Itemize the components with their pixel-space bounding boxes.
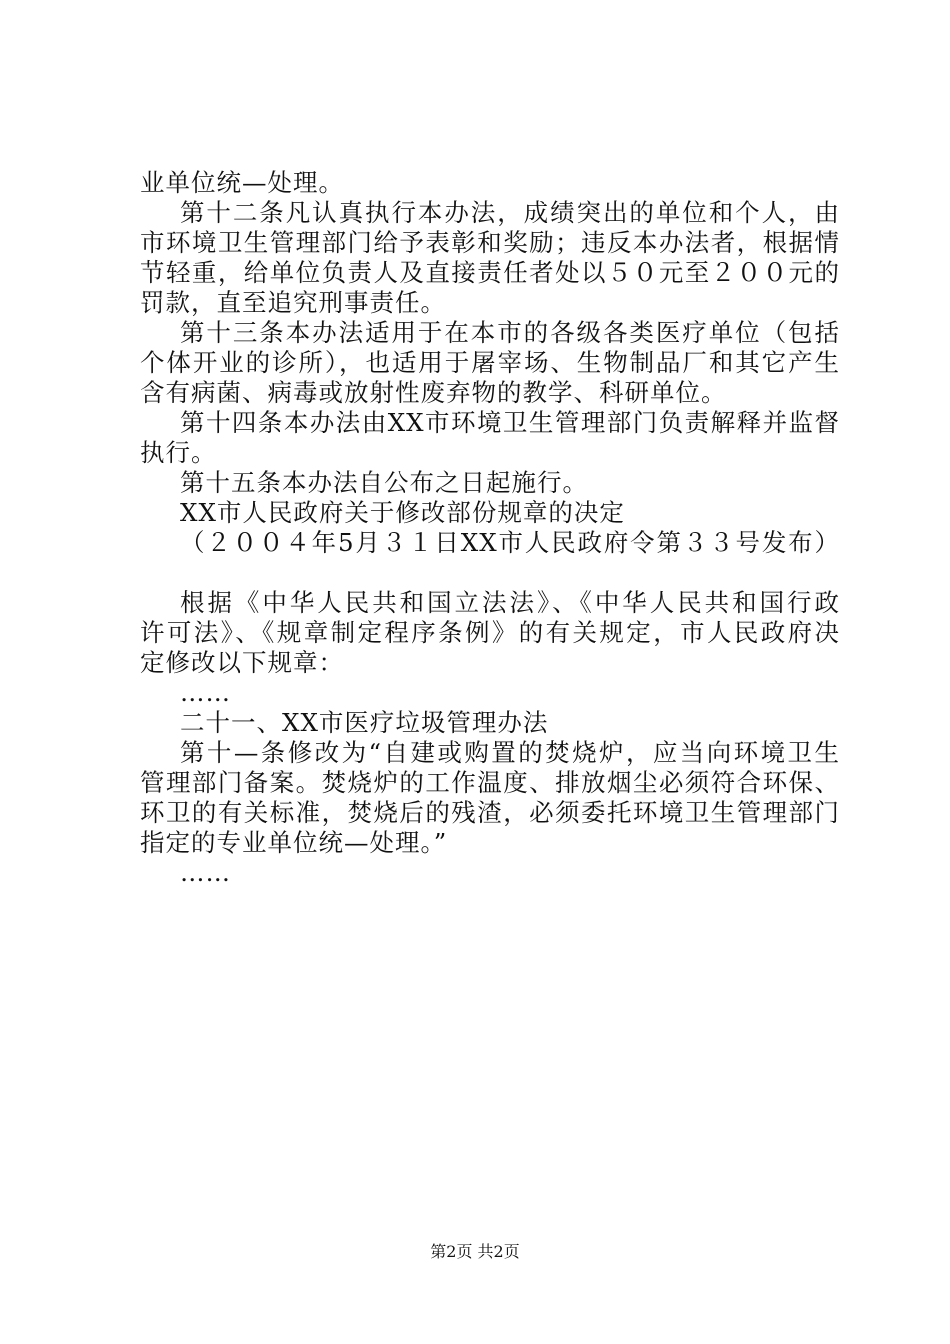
text-line: 定修改以下规章： [140,648,344,677]
text-line: …… [180,858,231,887]
text-line: 许可法》、《规章制定程序条例》的有关规定，市人民政府决 [140,618,840,647]
text-line: 管理部门备案。焚烧炉的工作温度、排放烟尘必须符合环保、 [140,768,840,797]
text-line: 环卫的有关标准，焚烧后的残渣，必须委托环境卫生管理部门 [140,798,840,827]
document-body [140,168,840,888]
text-line: 根据《中华人民共和国立法法》、《中华人民共和国行政 [180,588,840,617]
page-footer: 第2页 共2页 [430,1242,520,1261]
text-line: 执行。 [140,438,217,467]
text-line: 第十二条凡认真执行本办法，成绩突出的单位和个人，由 [180,198,840,227]
text-line: XX市人民政府关于修改部份规章的决定 [180,498,625,527]
text-line: 市环境卫生管理部门给予表彰和奖励；违反本办法者，根据情 [140,228,840,257]
text-line: 节轻重，给单位负责人及直接责任者处以５０元至２００元的 [140,258,840,287]
text-line: （２００４年5月３１日XX市人民政府令第３３号发布） [180,528,840,557]
text-line: 业单位统—处理。 [140,168,344,197]
blank-line [140,558,840,588]
text-line: 第十四条本办法由XX市环境卫生管理部门负责解释并监督 [180,408,840,437]
text-line: 第十三条本办法适用于在本市的各级各类医疗单位（包括 [180,318,840,347]
text-line: 第十—条修改为“自建或购置的焚烧炉，应当向环境卫生 [180,738,840,767]
text-line: 罚款，直至追究刑事责任。 [140,288,446,317]
text-line: 二十一、XX市医疗垃圾管理办法 [180,708,549,737]
text-line: 第十五条本办法自公布之日起施行。 [180,468,588,497]
text-line: 含有病菌、病毒或放射性废弃物的教学、科研单位。 [140,378,727,407]
text-line: …… [180,678,231,707]
text-line: 个体开业的诊所），也适用于屠宰场、生物制品厂和其它产生 [140,348,840,377]
text-line: 指定的专业单位统—处理。” [140,828,448,857]
